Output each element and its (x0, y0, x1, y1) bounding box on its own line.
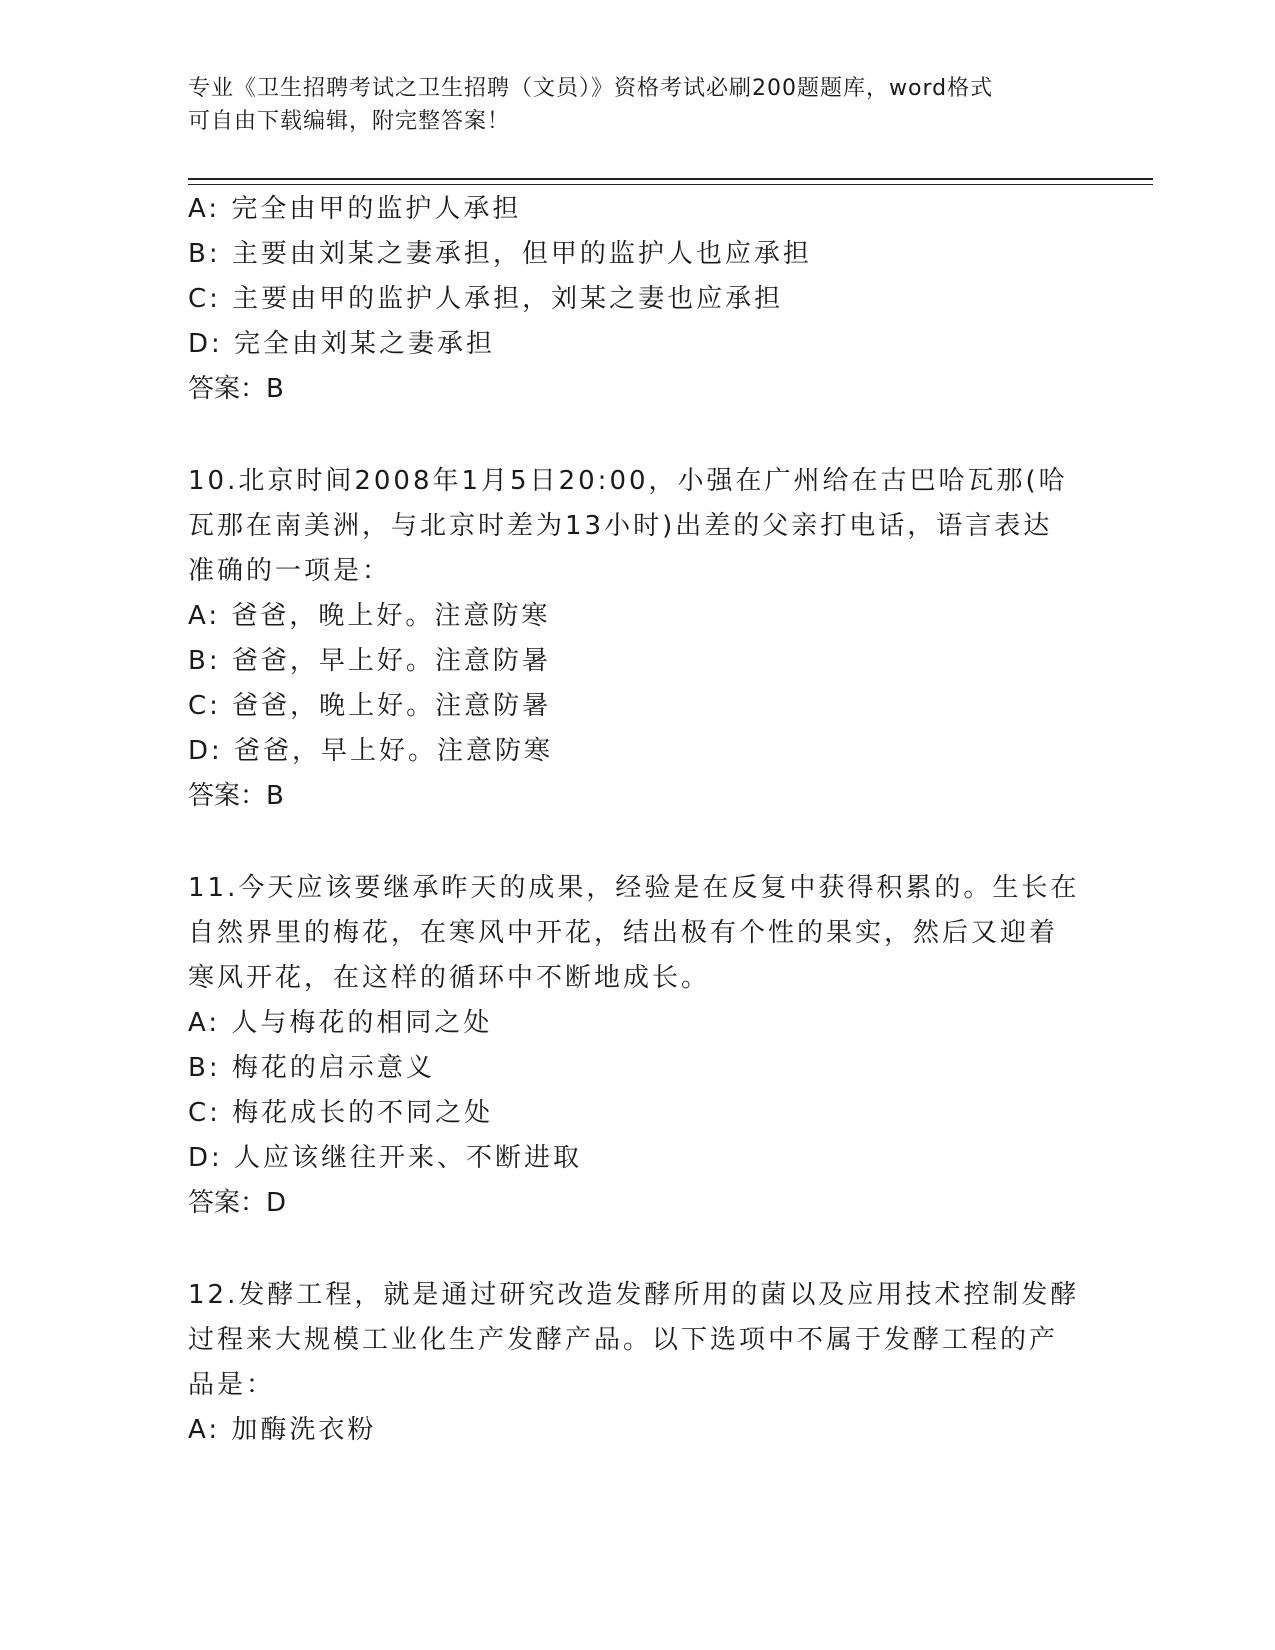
answer-line: 答案：D (188, 1188, 287, 1218)
question-stem-line: 准确的一项是： (188, 556, 392, 586)
question-10 (188, 459, 1088, 819)
option-a: A: 完全由甲的监护人承担 (188, 194, 522, 224)
question-stem-line: 11.今天应该要继承昨天的成果，经验是在反复中获得积累的。生长在 (188, 873, 1080, 903)
question-stem-line: 过程来大规模工业化生产发酵产品。以下选项中不属于发酵工程的产 (188, 1325, 1059, 1355)
option-d: D: 完全由刘某之妻承担 (188, 329, 496, 359)
question-stem-line: 自然界里的梅花，在寒风中开花，结出极有个性的果实，然后又迎着 (188, 918, 1059, 948)
question-stem-line: 12.发酵工程，就是通过研究改造发酵所用的菌以及应用技术控制发酵 (188, 1280, 1080, 1310)
option-a: A: 人与梅花的相同之处 (188, 1008, 493, 1038)
question-stem-line: 10.北京时间2008年1月5日20:00，小强在广州给在古巴哈瓦那(哈 (188, 466, 1068, 496)
option-c: C: 主要由甲的监护人承担，刘某之妻也应承担 (188, 284, 784, 314)
option-c: C: 梅花成长的不同之处 (188, 1098, 494, 1128)
document-header (188, 72, 1088, 138)
header-rule-thick (188, 178, 1153, 180)
question-9 (188, 187, 1088, 412)
answer-line: 答案：B (188, 781, 284, 811)
header-rule-thin (188, 184, 1153, 185)
question-11 (188, 866, 1088, 1226)
answer-line: 答案：B (188, 374, 284, 404)
header-title-line-2: 可自由下载编辑，附完整答案！ (188, 109, 511, 134)
spacer (188, 412, 1088, 459)
option-d: D: 人应该继往开来、不断进取 (188, 1143, 583, 1173)
header-title-line-1: 专业《卫生招聘考试之卫生招聘（文员）》资格考试必刷200题题库，word格式 (188, 76, 994, 101)
option-c: C: 爸爸，晚上好。注意防暑 (188, 691, 552, 721)
option-a: A: 爸爸，晚上好。注意防寒 (188, 601, 551, 631)
question-stem-line: 瓦那在南美洲，与北京时差为13小时)出差的父亲打电话，语言表达 (188, 511, 1053, 541)
option-d: D: 爸爸，早上好。注意防寒 (188, 736, 554, 766)
spacer (188, 819, 1088, 866)
question-12 (188, 1273, 1088, 1453)
option-a: A: 加酶洗衣粉 (188, 1415, 377, 1445)
question-list (188, 187, 1088, 1453)
option-b: B: 爸爸，早上好。注意防暑 (188, 646, 551, 676)
option-b: B: 梅花的启示意义 (188, 1053, 435, 1083)
question-stem-line: 品是： (188, 1370, 276, 1400)
spacer (188, 1226, 1088, 1273)
question-stem-line: 寒风开花，在这样的循环中不断地成长。 (188, 963, 711, 993)
option-b: B: 主要由刘某之妻承担，但甲的监护人也应承担 (188, 239, 812, 269)
